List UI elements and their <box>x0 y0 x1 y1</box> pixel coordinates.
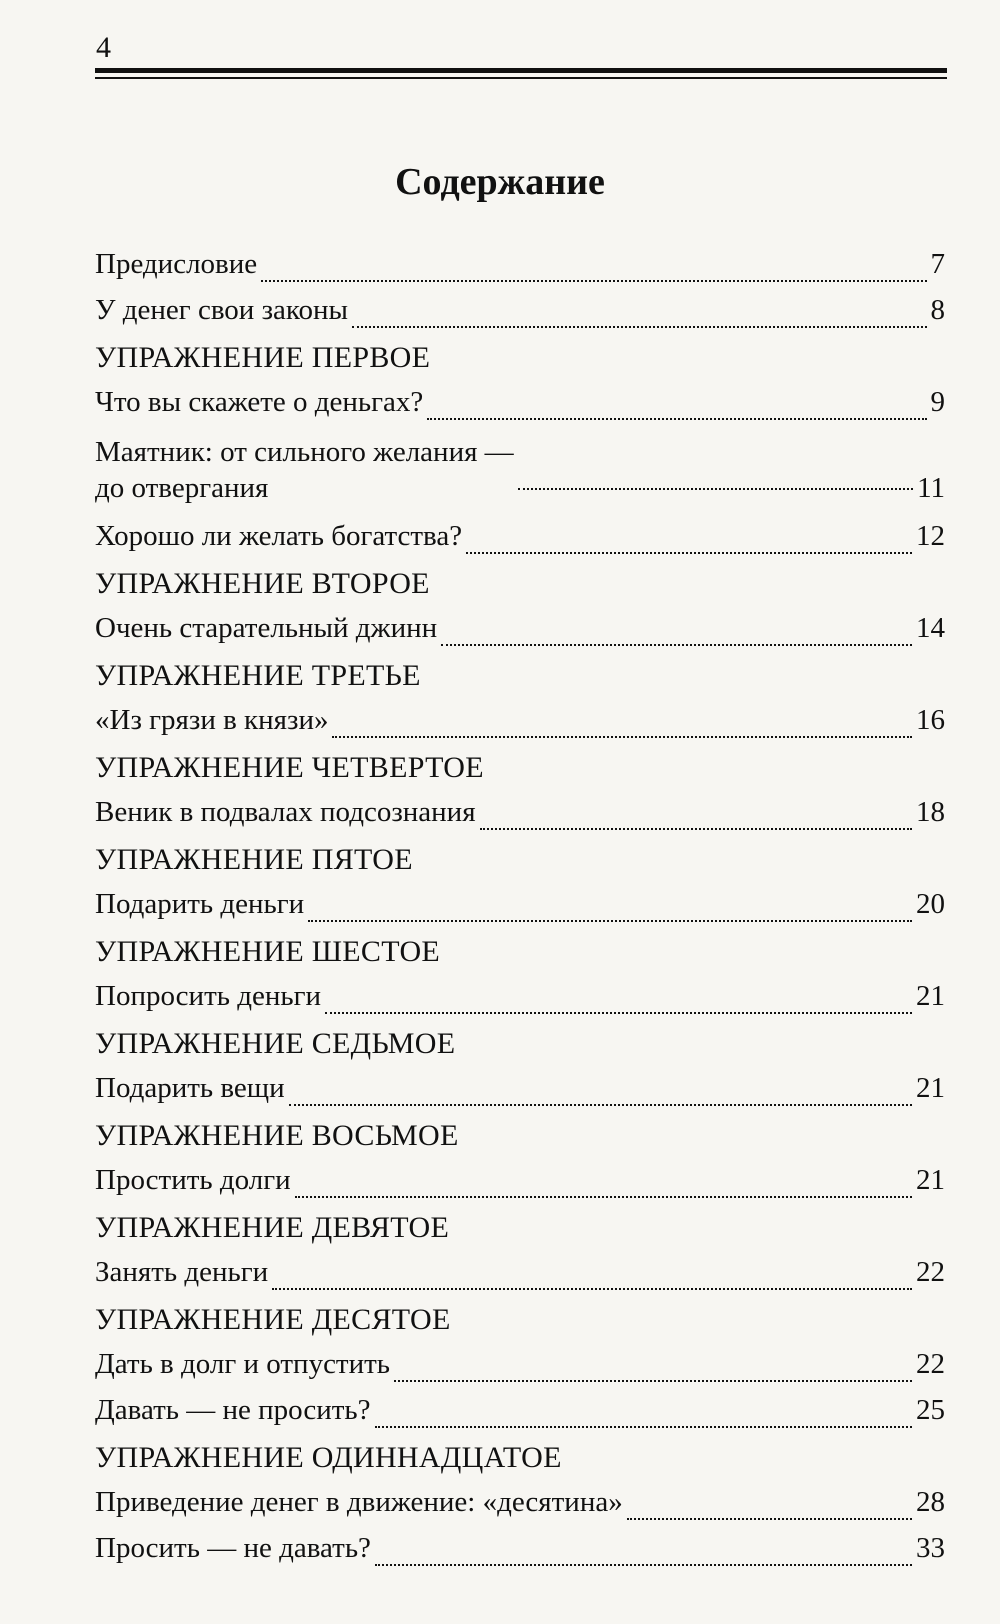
toc-entry-label: Приведение денег в движение: «десятина» <box>95 1486 623 1518</box>
toc-entry-page: 33 <box>916 1532 945 1564</box>
toc-entry-borrow[interactable] <box>95 1254 945 1300</box>
page-title: Содержание <box>395 161 605 203</box>
toc-entry-page: 21 <box>916 1072 945 1104</box>
toc-entry-page: 28 <box>916 1486 945 1518</box>
dot-leader <box>261 279 926 282</box>
toc-entry-label: Попросить деньги <box>95 980 322 1012</box>
toc-entry-page: 25 <box>916 1394 945 1426</box>
toc-entry-label: Что вы скажете о деньгах? <box>95 386 424 418</box>
toc-entry-label <box>95 434 514 506</box>
toc-section-exercise-8[interactable]: УПРАЖНЕНИЕ ВОСЬМОЕ <box>95 1119 459 1152</box>
dot-leader <box>394 1379 912 1382</box>
toc-entry-label: Дать в долг и отпустить <box>95 1348 391 1380</box>
toc-entry-page: 22 <box>916 1256 945 1288</box>
toc-entry-give-things[interactable] <box>95 1070 945 1116</box>
toc-entry-label: Подарить деньги <box>95 888 305 920</box>
toc-entry-ask-money[interactable] <box>95 978 945 1024</box>
toc-entry-lend[interactable] <box>95 1346 945 1392</box>
toc-entry-forgive[interactable] <box>95 1162 945 1208</box>
toc-entry-page: 12 <box>916 520 945 552</box>
toc-entry-label: Хорошо ли желать богатства? <box>95 520 463 552</box>
toc-entry-label: «Из грязи в князи» <box>95 704 329 736</box>
toc-entry-label-line2: до отвергания <box>95 472 269 504</box>
dot-leader <box>480 827 912 830</box>
toc-entry-label: Простить долги <box>95 1164 291 1196</box>
toc-entry-page: 22 <box>916 1348 945 1380</box>
toc-section-exercise-2[interactable]: УПРАЖНЕНИЕ ВТОРОЕ <box>95 567 430 600</box>
toc-section-exercise-9[interactable]: УПРАЖНЕНИЕ ДЕВЯТОЕ <box>95 1211 450 1244</box>
toc-entry-page: 9 <box>930 386 945 418</box>
dot-leader <box>375 1563 912 1566</box>
toc-entry-genie[interactable] <box>95 610 945 656</box>
dot-leader <box>289 1103 912 1106</box>
header-rule-thin <box>95 77 947 79</box>
toc-entry-label: Подарить вещи <box>95 1072 285 1104</box>
toc-section-exercise-6[interactable]: УПРАЖНЕНИЕ ШЕСТОЕ <box>95 935 441 968</box>
toc-entry-label: Давать — не просить? <box>95 1394 371 1426</box>
toc-entry-give-money[interactable] <box>95 886 945 932</box>
toc-section-exercise-10[interactable]: УПРАЖНЕНИЕ ДЕСЯТОЕ <box>95 1303 451 1336</box>
dot-leader <box>295 1195 912 1198</box>
toc-entry-page: 8 <box>930 294 945 326</box>
toc-entry-preface[interactable] <box>95 246 945 292</box>
toc-section-exercise-7[interactable]: УПРАЖНЕНИЕ СЕДЬМОЕ <box>95 1027 456 1060</box>
toc-entry-pendulum[interactable] <box>95 430 945 506</box>
toc-entry-page: 21 <box>916 980 945 1012</box>
toc-section-exercise-1[interactable]: УПРАЖНЕНИЕ ПЕРВОЕ <box>95 341 431 374</box>
toc-entry-give-not-ask[interactable] <box>95 1392 945 1438</box>
table-of-contents <box>95 246 945 1576</box>
toc-entry-label-line1: Маятник: от сильного желания — <box>95 436 514 468</box>
page-number: 4 <box>96 31 111 64</box>
toc-section-exercise-3[interactable]: УПРАЖНЕНИЕ ТРЕТЬЕ <box>95 659 421 692</box>
toc-entry-rags[interactable] <box>95 702 945 748</box>
toc-entry-label: Просить — не давать? <box>95 1532 371 1564</box>
toc-entry-wealth[interactable] <box>95 518 945 564</box>
toc-entry-page: 21 <box>916 1164 945 1196</box>
dot-leader <box>325 1011 912 1014</box>
dot-leader <box>375 1425 912 1428</box>
toc-entry-page: 7 <box>930 248 945 280</box>
toc-entry-label: Очень старательный джинн <box>95 612 438 644</box>
dot-leader <box>466 551 912 554</box>
toc-entry-page: 11 <box>917 472 945 504</box>
toc-entry-label: У денег свои законы <box>95 294 349 326</box>
dot-leader <box>272 1287 912 1290</box>
dot-leader <box>627 1517 912 1520</box>
dot-leader <box>441 643 912 646</box>
toc-entry-money-laws[interactable] <box>95 292 945 338</box>
dot-leader <box>308 919 912 922</box>
dot-leader <box>352 325 926 328</box>
dot-leader <box>332 735 912 738</box>
toc-entry-label: Занять деньги <box>95 1256 269 1288</box>
toc-section-exercise-11[interactable]: УПРАЖНЕНИЕ ОДИННАДЦАТОЕ <box>95 1441 562 1474</box>
toc-entry-page: 16 <box>916 704 945 736</box>
header-rule-thick <box>95 68 947 73</box>
dot-leader <box>427 417 926 420</box>
toc-entry-page: 18 <box>916 796 945 828</box>
toc-entry-page: 20 <box>916 888 945 920</box>
toc-entry-label: Веник в подвалах подсознания <box>95 796 476 828</box>
toc-section-exercise-5[interactable]: УПРАЖНЕНИЕ ПЯТОЕ <box>95 843 413 876</box>
toc-section-exercise-4[interactable]: УПРАЖНЕНИЕ ЧЕТВЕРТОЕ <box>95 751 484 784</box>
toc-entry-ask-not-give[interactable] <box>95 1530 945 1576</box>
toc-entry-tithe[interactable] <box>95 1484 945 1530</box>
toc-entry-what-say[interactable] <box>95 384 945 430</box>
dot-leader <box>518 487 913 490</box>
toc-entry-broom[interactable] <box>95 794 945 840</box>
toc-entry-page: 14 <box>916 612 945 644</box>
toc-entry-label: Предисловие <box>95 248 258 280</box>
